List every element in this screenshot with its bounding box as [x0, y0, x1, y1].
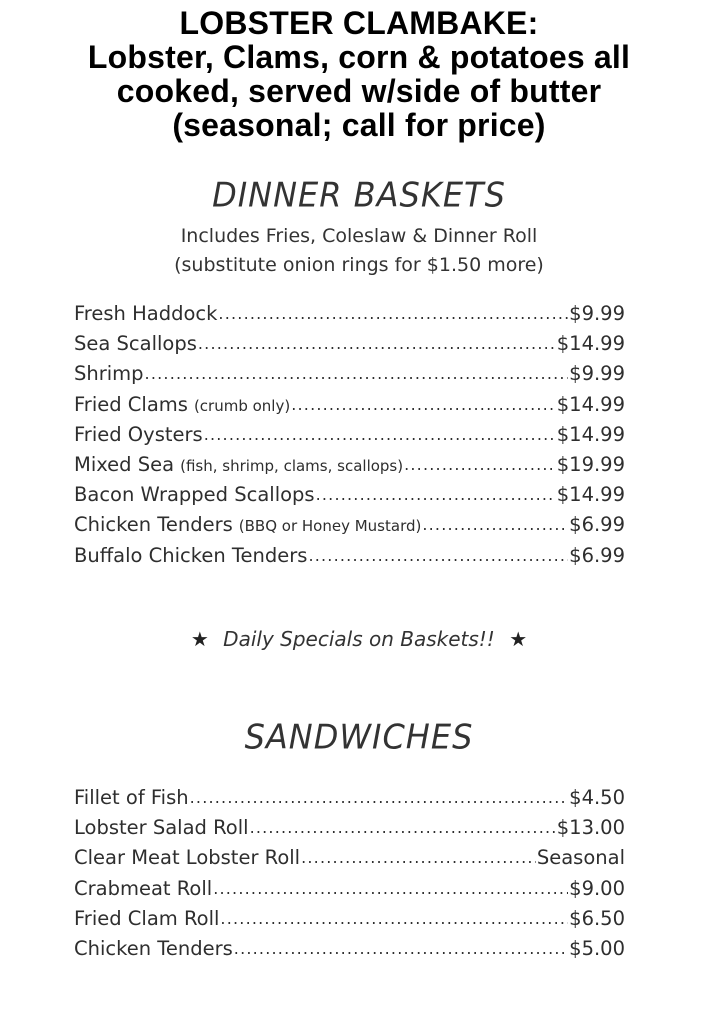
item-price: $14.99 — [556, 332, 625, 356]
item-price: $9.00 — [569, 876, 625, 900]
specials-text: Daily Specials on Baskets!! — [223, 627, 495, 651]
item-name: Fried Clam Roll — [74, 906, 220, 930]
item-name: Shrimp — [74, 362, 144, 386]
menu-item — [74, 846, 625, 876]
dot-leader — [204, 422, 556, 445]
item-name: Crabmeat Roll — [74, 876, 213, 900]
dot-leader — [145, 361, 569, 384]
item-note: (crumb only) — [193, 396, 291, 415]
dot-leader — [404, 452, 556, 475]
item-price: $13.00 — [556, 816, 625, 840]
star-icon: ★ — [509, 627, 528, 651]
menu-item — [74, 393, 625, 423]
menu-item — [74, 544, 625, 574]
dot-leader — [316, 482, 556, 505]
banner-line: Lobster, Clams, corn & potatoes all — [87, 39, 631, 75]
dinner-baskets-list — [74, 302, 625, 574]
dot-leader — [190, 785, 569, 808]
menu-item — [74, 877, 625, 907]
dot-leader — [291, 392, 556, 415]
item-price: $9.99 — [569, 362, 625, 386]
dinner-baskets-subtitle: Includes Fries, Coleslaw & Dinner Roll — [180, 225, 538, 247]
dinner-baskets-substitution-note: (substitute onion rings for $1.50 more) — [174, 254, 544, 276]
dot-leader — [213, 876, 568, 899]
clambake-banner — [0, 6, 718, 142]
item-price: $6.50 — [569, 906, 625, 930]
menu-item — [74, 786, 625, 816]
dinner-baskets-title: DINNER BASKETS — [212, 175, 506, 215]
banner-line: cooked, served w/side of butter — [116, 73, 602, 109]
item-name: Buffalo Chicken Tenders — [74, 543, 308, 567]
item-name: Clear Meat Lobster Roll — [74, 846, 301, 870]
star-icon: ★ — [190, 627, 209, 651]
dot-leader — [218, 301, 568, 324]
item-name: Sea Scallops — [74, 332, 197, 356]
item-price: $14.99 — [556, 392, 625, 416]
dot-leader — [250, 815, 556, 838]
daily-specials-note — [0, 627, 718, 651]
item-price: $6.99 — [569, 543, 625, 567]
dot-leader — [220, 906, 568, 929]
menu-item — [74, 453, 625, 483]
item-name: Mixed Sea — [74, 452, 175, 476]
menu-item — [74, 513, 625, 543]
sandwiches-list — [74, 786, 625, 967]
item-price: $14.99 — [556, 483, 625, 507]
item-price: $4.50 — [569, 786, 625, 809]
item-name: Chicken Tenders — [74, 936, 233, 960]
banner-line: (seasonal; call for price) — [172, 107, 546, 143]
menu-item — [74, 332, 625, 362]
item-price: $9.99 — [569, 302, 625, 325]
menu-item — [74, 907, 625, 937]
item-name: Fried Clams — [74, 392, 188, 416]
item-name: Fillet of Fish — [74, 786, 189, 809]
menu-item — [74, 937, 625, 967]
item-price: Seasonal — [536, 846, 625, 870]
item-price: $14.99 — [556, 422, 625, 446]
menu-item — [74, 816, 625, 846]
item-name: Fresh Haddock — [74, 302, 218, 325]
dot-leader — [308, 543, 568, 566]
item-name: Fried Oysters — [74, 422, 203, 446]
item-note: (fish, shrimp, clams, scallops) — [180, 456, 404, 475]
item-name: Bacon Wrapped Scallops — [74, 483, 315, 507]
item-name: Chicken Tenders — [74, 513, 233, 537]
dot-leader — [422, 512, 568, 535]
dot-leader — [234, 936, 568, 959]
item-price: $19.99 — [556, 452, 625, 476]
menu-item — [74, 483, 625, 513]
item-price: $6.99 — [569, 513, 625, 537]
sandwiches-title: SANDWICHES — [244, 717, 474, 757]
banner-line: LOBSTER CLAMBAKE: — [179, 5, 539, 41]
item-note: (BBQ or Honey Mustard) — [238, 517, 422, 536]
menu-item — [74, 302, 625, 332]
dot-leader — [198, 331, 556, 354]
item-name: Lobster Salad Roll — [74, 816, 249, 840]
menu-item — [74, 423, 625, 453]
menu-item — [74, 362, 625, 392]
item-price: $5.00 — [569, 936, 625, 960]
dot-leader — [301, 845, 536, 868]
